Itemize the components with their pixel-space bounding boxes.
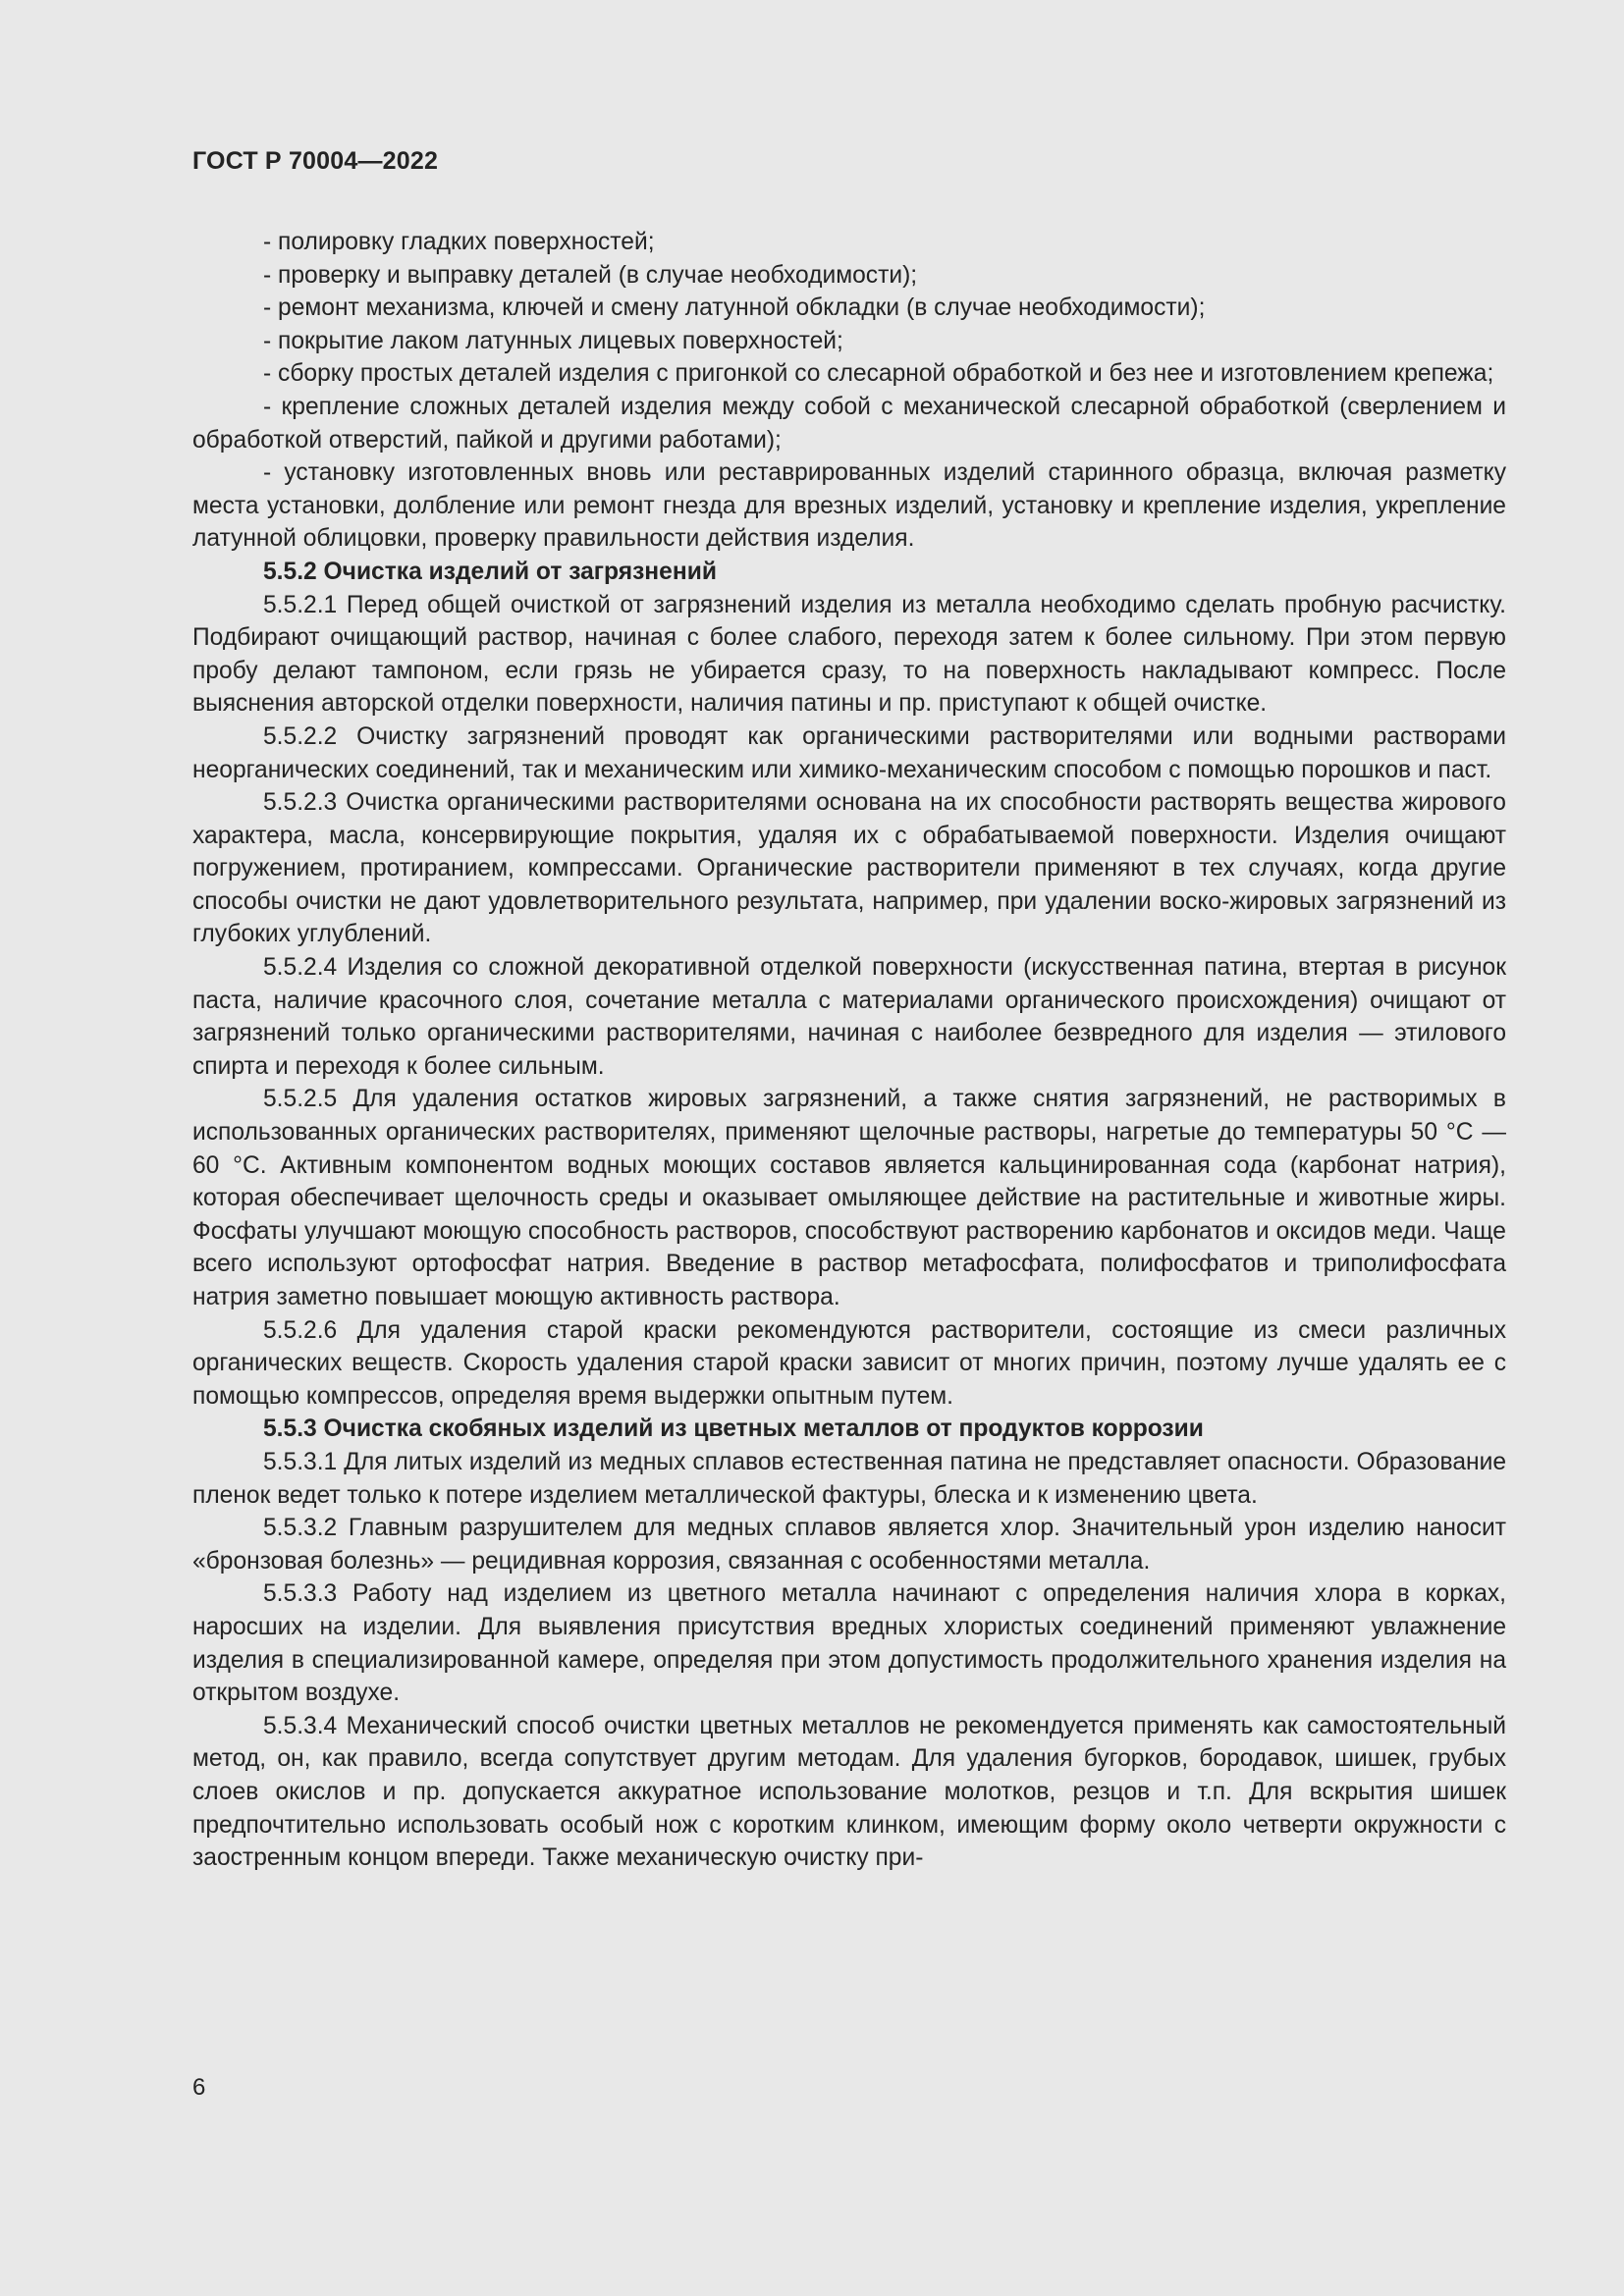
list-item: - ремонт механизма, ключей и смену латунной обкладки (в случае необходимости);: [263, 294, 1206, 322]
list-item: - покрытие лаком латунных лицевых поверхностей;: [263, 327, 843, 354]
paragraph-5-5-2-5: 5.5.2.5 Для удаления остатков жировых загрязнений, а также снятия загрязнений, не растворимых в использованных органических растворителях, применяют щелочные растворы, нагретые до температуры 50 °С — 60 °С. Активным компонентом водных моющих составов является кальцинированная сода (карбонат натрия), которая обеспечивает щелочность среды и оказывает омыляющее действие на растительные и животные жиры. Фосфаты улучшают моющую способность растворов, способствуют растворению карбонатов и оксидов меди. Чаще всего используют ортофосфат натрия. Введение в раствор метафосфата, полифосфатов и триполифосфата натрия заметно повышает моющую активность раствора.: [192, 1086, 1506, 1310]
list-item: - проверку и выправку деталей (в случае необходимости);: [263, 261, 918, 289]
paragraph-5-5-2-6: 5.5.2.6 Для удаления старой краски рекомендуются растворители, состоящие из смеси различных органических веществ. Скорость удаления старой краски зависит от многих причин, поэтому лучше удалять ее с помощью компрессов, определяя время выдержки опытным путем.: [192, 1316, 1506, 1410]
paragraph-5-5-3-4: 5.5.3.4 Механический способ очистки цветных металлов не рекомендуется применять как самостоятельный метод, он, как правило, всегда сопутствует другим методам. Для удаления бугорков, бородавок, шишек, грубых слоев окислов и пр. допускается аккуратное использование молотков, резцов и т.п. Для вскрытия шишек предпочтительно использовать особый нож с коротким клинком, имеющим форму около четверти окружности с заостренным концом впереди. Также механическую очистку при-: [192, 1712, 1506, 1872]
list-item: - полировку гладких поверхностей;: [263, 229, 655, 255]
paragraph-5-5-2-3: 5.5.2.3 Очистка органическими растворителями основана на их способности растворять вещества жирового характера, масла, консервирующие покрытия, удаляя их с обрабатываемой поверхности. Изделия очищают погружением, протиранием, компрессами. Органические растворители применяют в тех случаях, когда другие способы очистки не дают удовлетворительного результата, например, при удалении воско-жировых загрязнений из глубоких углублений.: [192, 789, 1506, 948]
document-header: ГОСТ Р 70004—2022: [192, 147, 439, 175]
section-heading-5-5-2: 5.5.2 Очистка изделий от загрязнений: [263, 558, 717, 585]
list-item: - сборку простых деталей изделия с пригонкой со слесарной обработкой и без нее и изготовлением крепежа;: [263, 360, 1494, 388]
list-item: - установку изготовленных вновь или реставрированных изделий старинного образца, включая разметку места установки, долбление или ремонт гнезда для врезных изделий, установку и крепление изделия, укрепление латунной облицовки, проверку правильности действия изделия.: [192, 459, 1506, 553]
section-heading-5-5-3: 5.5.3 Очистка скобяных изделий из цветных металлов от продуктов коррозии: [263, 1415, 1204, 1443]
document-body: [192, 226, 1506, 1875]
paragraph-5-5-2-2: 5.5.2.2 Очистку загрязнений проводят как органическими растворителями или водными растворами неорганических соединений, так и механическим или химико-механическим способом с помощью порошков и паст.: [192, 722, 1506, 783]
page-number: 6: [192, 2074, 206, 2101]
list-item: - крепление сложных деталей изделия между собой с механической слесарной обработкой (сверлением и обработкой отверстий, пайкой и другими работами);: [192, 393, 1506, 454]
paragraph-5-5-3-3: 5.5.3.3 Работу над изделием из цветного металла начинают с определения наличия хлора в корках, наросших на изделии. Для выявления присутствия вредных хлористых соединений применяют увлажнение изделия в специализированной камере, определяя при этом допустимость продолжительного хранения изделия на открытом воздухе.: [192, 1580, 1506, 1707]
paragraph-5-5-3-2: 5.5.3.2 Главным разрушителем для медных сплавов является хлор. Значительный урон изделию наносит «бронзовая болезнь» — рецидивная коррозия, связанная с особенностями металла.: [192, 1515, 1506, 1575]
paragraph-5-5-3-1: 5.5.3.1 Для литых изделий из медных сплавов естественная патина не представляет опасности. Образование пленок ведет только к потере изделием металлической фактуры, блеска и к изменению цвета.: [192, 1448, 1506, 1509]
paragraph-5-5-2-1: 5.5.2.1 Перед общей очисткой от загрязнений изделия из металла необходимо сделать пробную расчистку. Подбирают очищающий раствор, начиная с более слабого, переходя затем к более сильному. При этом первую пробу делают тампоном, если грязь не убирается сразу, то на поверхность накладывают компресс. После выяснения авторской отделки поверхности, наличия патины и пр. приступают к общей очистке.: [192, 591, 1506, 718]
paragraph-5-5-2-4: 5.5.2.4 Изделия со сложной декоративной отделкой поверхности (искусственная патина, втертая в рисунок паста, наличие красочного слоя, сочетание металла с материалами органического происхождения) очищают от загрязнений только органическими растворителями, начиная с наиболее безвредного для изделия — этилового спирта и переходя к более сильным.: [192, 954, 1506, 1080]
